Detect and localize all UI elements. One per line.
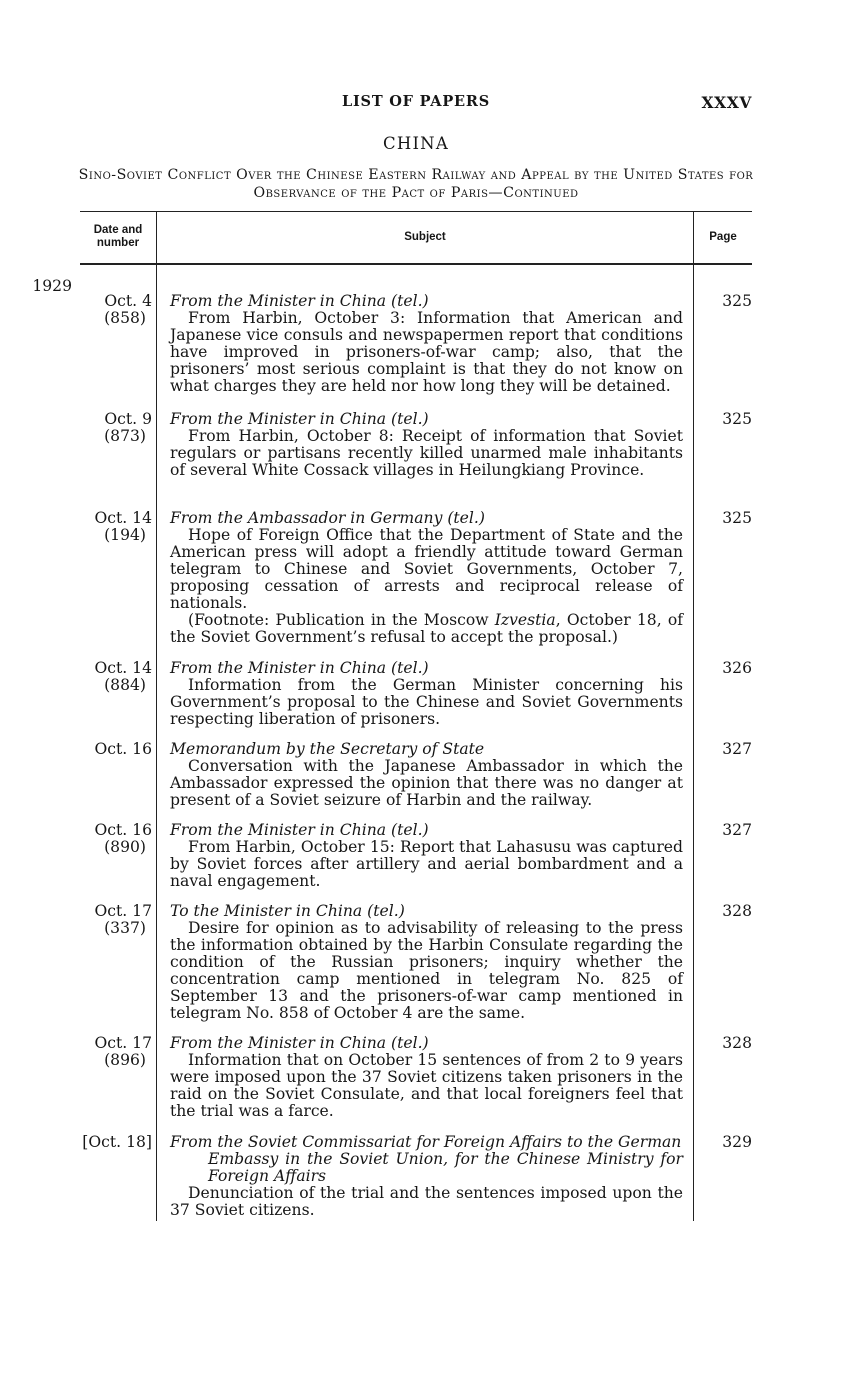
section-title: Sino-Soviet Conflict Over the Chinese Eastern Railway and Appeal by the United States for Observance of the Pact of Paris—Continued <box>78 167 754 201</box>
entry-page: 325 <box>722 292 752 310</box>
entry-page: 325 <box>722 410 752 428</box>
entry-source-line: From the Soviet Commissariat for Foreign Affairs to the German <box>170 1133 682 1151</box>
entry-summary: From Harbin, October 8: Receipt of information that Soviet regulars or partisans recently killed unarmed male inhabitants of several White Cossack villages in Heilungkiang Province. <box>170 427 683 479</box>
entry-date: Oct. 9 <box>104 410 152 428</box>
entry-summary: From Harbin, October 15: Report that Lahasusu was captured by Soviet forces after artillery and aerial bombardment and a naval engagement. <box>170 838 683 890</box>
entry-summary: Information that on October 15 sentences of from 2 to 9 years were imposed upon the 37 Soviet citizens taken prisoners in the raid on the Soviet Consulate, and that local foreigners feel that the trial was a farce. <box>170 1051 683 1120</box>
entry-page: 328 <box>722 902 752 920</box>
entry-page: 329 <box>722 1133 752 1151</box>
column-divider-date <box>156 211 157 1221</box>
entry-number: (194) <box>104 526 146 544</box>
entry-source: From the Minister in China (tel.) <box>170 292 429 310</box>
entry-summary: Information from the German Minister concerning his Government’s proposal to the Chinese and Soviet Governments respecting liberation of prisoners. <box>170 676 683 728</box>
entry-source <box>170 1134 683 1185</box>
entry-date: Oct. 17 <box>94 1034 152 1052</box>
entry-summary: Desire for opinion as to advisability of releasing to the press the information obtained by the Harbin Consulate regarding the condition of the Russian prisoners; inquiry whether the concentration camp mentioned in telegram No. 825 of September 13 and the prisoners-of-war camp mentioned in telegram No. 858 of October 4 are the same. <box>170 919 683 1022</box>
footnote-publication: Izvestia <box>494 611 556 629</box>
column-header-subject: Subject <box>404 230 446 243</box>
entry-summary: Conversation with the Japanese Ambassador in which the Ambassador expressed the opinion that there was no danger at present of a Soviet seizure of Harbin and the railway. <box>170 757 683 809</box>
entry-page: 327 <box>722 821 752 839</box>
column-divider-page <box>693 211 694 1221</box>
entry-page: 326 <box>722 659 752 677</box>
running-head <box>80 93 752 115</box>
entry-summary: Hope of Foreign Office that the Department of State and the American press will adopt a friendly attitude toward German telegram to Chinese and Soviet Governments, October 7, proposing cessation of arrests and reciprocal release of nationals. <box>170 526 683 612</box>
entry-number: (890) <box>104 838 146 856</box>
entry-date: [Oct. 18] <box>82 1133 152 1151</box>
entry-page: 325 <box>722 509 752 527</box>
country-heading: CHINA <box>383 134 449 153</box>
entry-number: (896) <box>104 1051 146 1069</box>
entry-source: To the Minister in China (tel.) <box>170 902 405 920</box>
entry-summary: Denunciation of the trial and the sentences imposed upon the 37 Soviet citizens. <box>170 1184 683 1219</box>
column-header-date: Date and number <box>93 224 143 249</box>
entry-source: From the Minister in China (tel.) <box>170 410 429 428</box>
page-number: XXXV <box>701 93 752 112</box>
entry-page: 328 <box>722 1034 752 1052</box>
entry-date: Oct. 16 <box>94 821 152 839</box>
entry-source: From the Ambassador in Germany (tel.) <box>170 509 485 527</box>
entry-number: (337) <box>104 919 146 937</box>
year-label: 1929 <box>32 277 72 295</box>
entry-page: 327 <box>722 740 752 758</box>
entry-summary: From Harbin, October 3: Information that American and Japanese vice consuls and newspapermen report that conditions have improved in prisoners-of-war camp; also, that the prisoners’ most serious complaint is that they do not know on what charges they are held nor how long they will be detained. <box>170 309 683 395</box>
entry-source: From the Minister in China (tel.) <box>170 821 429 839</box>
footnote-text-end: , October 18, of the Soviet Government’s refusal to accept the proposal.) <box>170 611 683 646</box>
entry-source-continuation: Embassy in the Soviet Union, for the Chinese Ministry for Foreign Affairs <box>208 1150 683 1185</box>
entry-date: Oct. 16 <box>94 740 152 758</box>
footnote-text: (Footnote: Publication in the Moscow <box>188 611 495 629</box>
entry-date: Oct. 14 <box>94 509 152 527</box>
running-title: LIST OF PAPERS <box>341 93 491 110</box>
entry-footnote <box>170 612 683 646</box>
column-header-page: Page <box>709 230 737 243</box>
entry-number: (858) <box>104 309 146 327</box>
entry-source: From the Minister in China (tel.) <box>170 659 429 677</box>
entry-date: Oct. 17 <box>94 902 152 920</box>
entry-date: Oct. 4 <box>104 292 152 310</box>
entry-number: (873) <box>104 427 146 445</box>
entry-date: Oct. 14 <box>94 659 152 677</box>
entry-source: From the Minister in China (tel.) <box>170 1034 429 1052</box>
entry-source: Memorandum by the Secretary of State <box>170 740 485 758</box>
table-header-rule <box>80 263 752 265</box>
entry-number: (884) <box>104 676 146 694</box>
